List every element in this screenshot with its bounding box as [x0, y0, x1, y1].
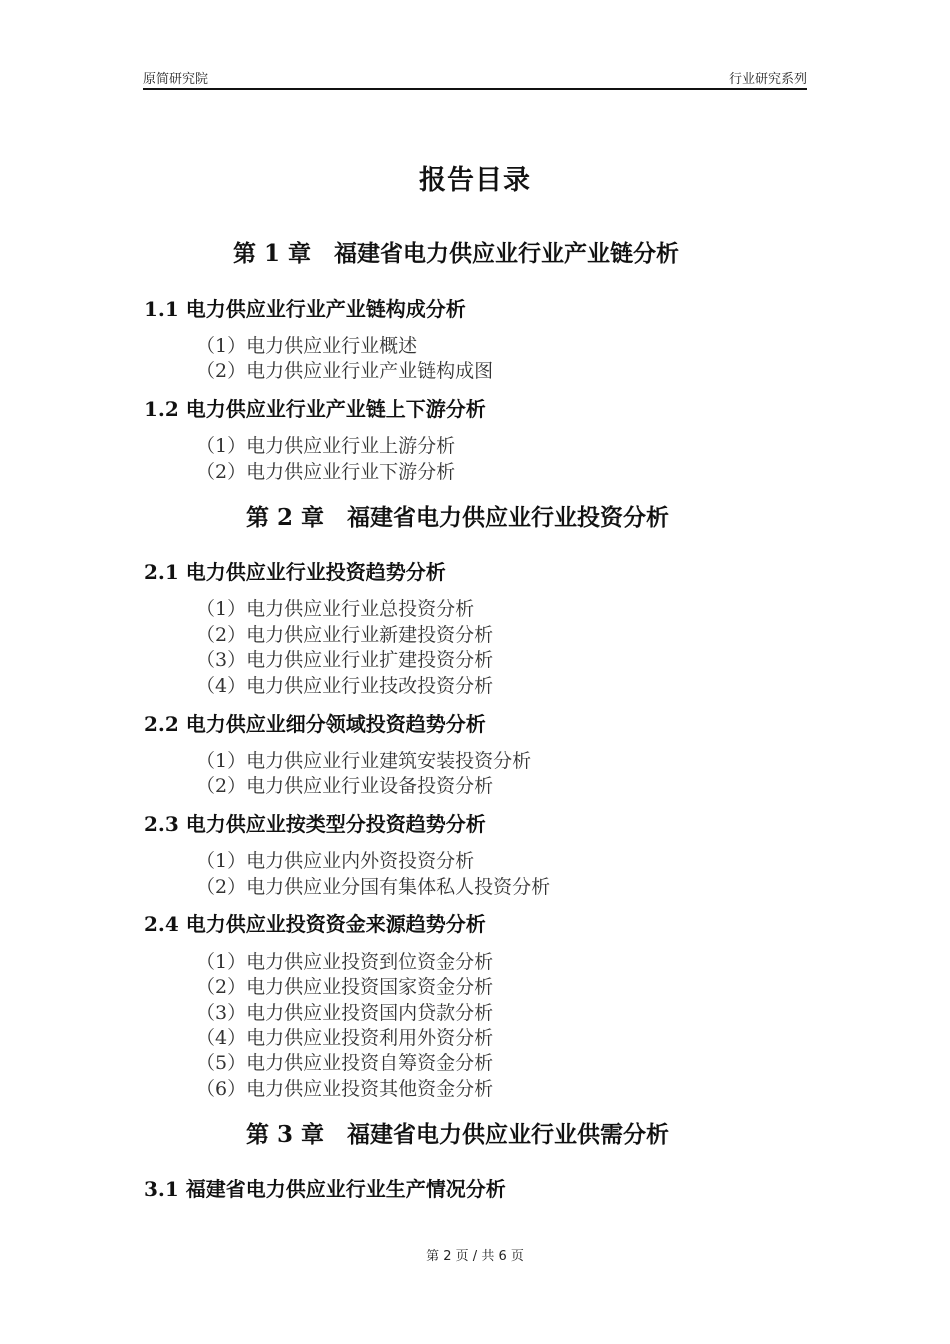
page-title: 报告目录 [419, 165, 531, 196]
toc-item: （2）电力供应业行业新建投资分析 [196, 624, 494, 646]
toc-item: （5）电力供应业投资自筹资金分析 [196, 1052, 494, 1074]
chapter-3-heading: 第 3 章 福建省电力供应业行业供需分析 [246, 1121, 670, 1148]
toc-item: （1）电力供应业内外资投资分析 [196, 850, 475, 872]
toc-item: （2）电力供应业行业下游分析 [196, 461, 456, 483]
page-header [143, 68, 807, 90]
section-1-1-heading: 1.1 电力供应业行业产业链构成分析 [144, 297, 466, 321]
chapter-2-heading: 第 2 章 福建省电力供应业行业投资分析 [246, 504, 670, 531]
toc-item: （1）电力供应业投资到位资金分析 [196, 951, 494, 973]
page-number: 第 2 页 / 共 6 页 [426, 1249, 524, 1264]
section-2-3-heading: 2.3 电力供应业按类型分投资趋势分析 [144, 812, 486, 836]
chapter-1-heading: 第 1 章 福建省电力供应业行业产业链分析 [233, 240, 680, 267]
toc-item: （2）电力供应业行业设备投资分析 [196, 775, 494, 797]
toc-item: （1）电力供应业行业概述 [196, 335, 418, 357]
toc-item: （1）电力供应业行业总投资分析 [196, 598, 475, 620]
section-2-1-heading: 2.1 电力供应业行业投资趋势分析 [144, 560, 446, 584]
toc-item: （6）电力供应业投资其他资金分析 [196, 1078, 494, 1100]
section-3-1-heading: 3.1 福建省电力供应业行业生产情况分析 [144, 1177, 506, 1201]
toc-item: （4）电力供应业投资利用外资分析 [196, 1027, 494, 1049]
section-2-2-heading: 2.2 电力供应业细分领域投资趋势分析 [144, 712, 486, 736]
toc-item: （4）电力供应业行业技改投资分析 [196, 675, 494, 697]
toc-item: （2）电力供应业投资国家资金分析 [196, 976, 494, 998]
toc-item: （3）电力供应业行业扩建投资分析 [196, 649, 494, 671]
toc-item: （1）电力供应业行业建筑安装投资分析 [196, 750, 532, 772]
toc-item: （1）电力供应业行业上游分析 [196, 435, 456, 457]
toc-item: （2）电力供应业行业产业链构成图 [196, 360, 494, 382]
toc-item: （2）电力供应业分国有集体私人投资分析 [196, 876, 551, 898]
header-org: 原简研究院 [143, 72, 209, 87]
header-series: 行业研究系列 [728, 72, 807, 87]
section-1-2-heading: 1.2 电力供应业行业产业链上下游分析 [144, 397, 486, 421]
toc-item: （3）电力供应业投资国内贷款分析 [196, 1002, 494, 1024]
section-2-4-heading: 2.4 电力供应业投资资金来源趋势分析 [144, 912, 486, 936]
